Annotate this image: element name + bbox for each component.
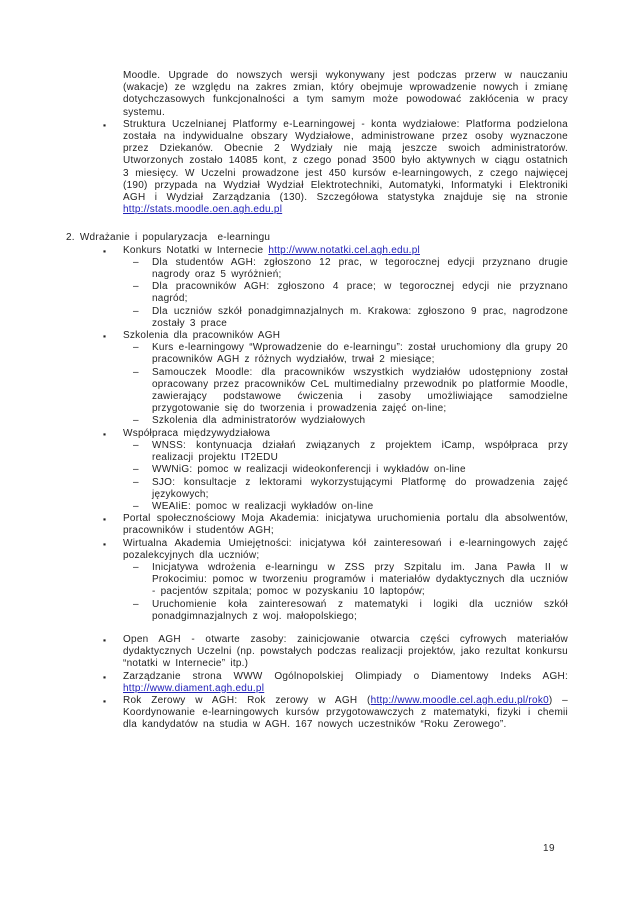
dash-bullet-marker: – xyxy=(133,415,139,427)
square-bullet-marker: ▪ xyxy=(103,514,107,525)
text-run: Konkurs Notatki w Internecie xyxy=(123,244,269,256)
dash-bullet-marker: – xyxy=(133,305,139,317)
sub-bullet-item xyxy=(66,367,568,416)
bullet-item xyxy=(66,695,568,732)
page-number: 19 xyxy=(543,843,556,854)
sub-bullet-item xyxy=(66,342,568,366)
text-run: Struktura Uczelnianej Platformy e-Learningowej - konta wydziałowe: Platforma podzielona została na indywidualne obszary Wydziałowe, administrowane przez osoby wyznaczone przez Dziekanów. Obecnie 2 Wydziały nie mają jeszcze swoich administratorów. Utworzonych zostało 14085 kont, z czego ponad 3500 było aktywnych w ciągu ostatnich 3 miesięcy. W Uczelni prowadzone jest 450 kursów e-learningowych, z czego najwięcej (190) przypada na Wydział Wydział Elektrotechniki, Automatyki, Informatyki i Elektroniki AGH i Wydział Zarządzania (130). Szczegółowa statystyka znajduje się na stronie xyxy=(123,118,568,204)
sub-bullet-item xyxy=(66,562,568,599)
bullet-item xyxy=(66,634,568,671)
text-run: 2. Wdrażanie i popularyzacja e-learningu xyxy=(66,232,271,244)
dash-bullet-marker: – xyxy=(133,464,139,476)
dash-bullet-marker: – xyxy=(133,366,139,378)
bullet-item xyxy=(66,538,568,562)
text-run: SJO: konsultacje z lektorami wykorzystującymi Platformę do prowadzenia zajęć językowych; xyxy=(152,476,568,500)
bullet-item xyxy=(66,245,568,257)
hyperlink[interactable]: http://www.notatki.cel.agh.edu.pl xyxy=(268,244,420,256)
sub-bullet-item xyxy=(66,464,568,476)
square-bullet-marker: ▪ xyxy=(103,245,107,256)
dash-bullet-marker: – xyxy=(133,500,139,512)
square-bullet-marker: ▪ xyxy=(103,695,107,706)
sub-bullet-item xyxy=(66,501,568,513)
square-bullet-marker: ▪ xyxy=(103,428,107,439)
sub-bullet-item xyxy=(66,415,568,427)
bullet-item xyxy=(66,119,568,217)
text-run: Open AGH - otwarte zasoby: zainicjowanie otwarcia części cyfrowych materiałów dydaktycznych Uczelni (np. powstałych podczas realizacji projektów, jako rezultat konkursu “notatki w Internecie” itp.) xyxy=(123,633,568,670)
square-bullet-marker: ▪ xyxy=(103,119,107,130)
square-bullet-marker: ▪ xyxy=(103,538,107,549)
sub-bullet-item xyxy=(66,257,568,281)
text-run: Moodle. Upgrade do nowszych wersji wykonywany jest podczas przerw w nauczaniu (wakacje) ze względu na zakres zmian, który obejmuje wprowadzenie nowych i zmianę dotychczasowych funkcjonalności a tym samym może powodować zakłócenia w pracy systemu. xyxy=(123,70,568,118)
text-run: Szkolenia dla pracowników AGH xyxy=(123,330,281,342)
dash-bullet-marker: – xyxy=(133,439,139,451)
hyperlink[interactable]: http://www.moodle.cel.agh.edu.pl/rok0 xyxy=(370,694,549,706)
bullet-item xyxy=(66,330,568,342)
sub-bullet-item xyxy=(66,440,568,464)
text-run: ) – Koordynowanie e-learningowych kursów przygotowawczych z matematyki, fizyki i chemii dla kandydatów na studia w AGH. 167 nowych uczestników “Roku Zerowego”. xyxy=(123,694,568,731)
text-run: WEAIiE: pomoc w realizacji wykładów on-line xyxy=(152,500,374,512)
text-run: Inicjatywa wdrożenia e-learningu w ZSS przy Szpitalu im. Jana Pawła II w Prokocimiu: pomoc w tworzeniu programów i materiałów dydaktycznych dla uczniów - pacjentów szpitala; pomoc w pozyskaniu 10 laptopów; xyxy=(152,561,568,598)
text-run: Dla pracowników AGH: zgłoszono 4 prace; w tegorocznej edycji nie przyznano nagród; xyxy=(152,281,568,305)
square-bullet-marker: ▪ xyxy=(103,634,107,645)
text-run: Samouczek Moodle: dla pracowników wszystkich wydziałów udostępniony został opracowany przez pracowników CeL multimedialny przewodnik po platformie Moodle, zawierający podstawowe ćwiczenia i zasoby umożliwiające samodzielne przygotowanie się do tworzenia i prowadzenia zajęć on-line; xyxy=(152,366,568,415)
hyperlink[interactable]: http://stats.moodle.oen.agh.edu.pl xyxy=(123,204,283,216)
vertical-gap xyxy=(66,623,568,634)
text-run: Wirtualna Akademia Umiejętności: inicjatywa kół zainteresowań i e-learningowych zajęć pozalekcyjnych dla uczniów; xyxy=(123,537,568,561)
text-run: Kurs e-learningowy “Wprowadzenie do e-learningu”: został uruchomiony dla grupy 20 pracowników AGH z różnych wydziałów, trwał 2 miesiące; xyxy=(152,342,568,366)
sub-bullet-item xyxy=(66,306,568,330)
text-run: Rok Zerowy w AGH: Rok zerowy w AGH ( xyxy=(123,694,371,706)
section-heading xyxy=(66,232,568,244)
sub-bullet-item xyxy=(66,599,568,623)
dash-bullet-marker: – xyxy=(133,256,139,268)
text-run: Szkolenia dla administratorów wydziałowych xyxy=(152,415,366,427)
vertical-gap xyxy=(66,216,568,232)
square-bullet-marker: ▪ xyxy=(103,331,107,342)
sub-bullet-item xyxy=(66,477,568,501)
bullet-item xyxy=(66,513,568,537)
sub-bullet-item xyxy=(66,281,568,305)
text-run: Dla uczniów szkół ponadgimnazjalnych m. Krakowa: zgłoszono 9 prac, nagrodzone zostały 3 prace xyxy=(152,305,568,329)
paragraph xyxy=(66,70,568,119)
text-run: Współpraca międzywydziałowa xyxy=(123,427,271,439)
text-run: WNSS: kontynuacja działań związanych z projektem iCamp, współpraca przy realizacji projektu IT2EDU xyxy=(152,439,568,464)
dash-bullet-marker: – xyxy=(133,281,139,293)
square-bullet-marker: ▪ xyxy=(103,671,107,682)
text-run: Zarządzanie strona WWW Ogólnopolskiej Olimpiady o Diamentowy Indeks AGH: xyxy=(123,670,568,682)
bullet-item xyxy=(66,671,568,695)
text-run: Dla studentów AGH: zgłoszono 12 prac, w tegorocznej edycji przyznano drugie nagrody oraz 5 wyróżnień; xyxy=(152,256,568,281)
dash-bullet-marker: – xyxy=(133,561,139,573)
dash-bullet-marker: – xyxy=(133,598,139,610)
bullet-item xyxy=(66,428,568,440)
document-body xyxy=(66,70,568,732)
hyperlink[interactable]: http://www.diament.agh.edu.pl xyxy=(123,682,265,694)
text-run: Uruchomienie koła zainteresowań z matematyki i logiki dla uczniów szkół ponadgimnazjalnych z woj. małopolskiego; xyxy=(152,598,568,622)
text-run: Portal społecznościowy Moja Akademia: inicjatywa uruchomienia portalu dla absolwentów, pracowników i studentów AGH; xyxy=(123,513,568,537)
dash-bullet-marker: – xyxy=(133,476,139,488)
text-run: WWNiG: pomoc w realizacji wideokonferencji i wykładów on-line xyxy=(152,464,466,476)
dash-bullet-marker: – xyxy=(133,342,139,354)
